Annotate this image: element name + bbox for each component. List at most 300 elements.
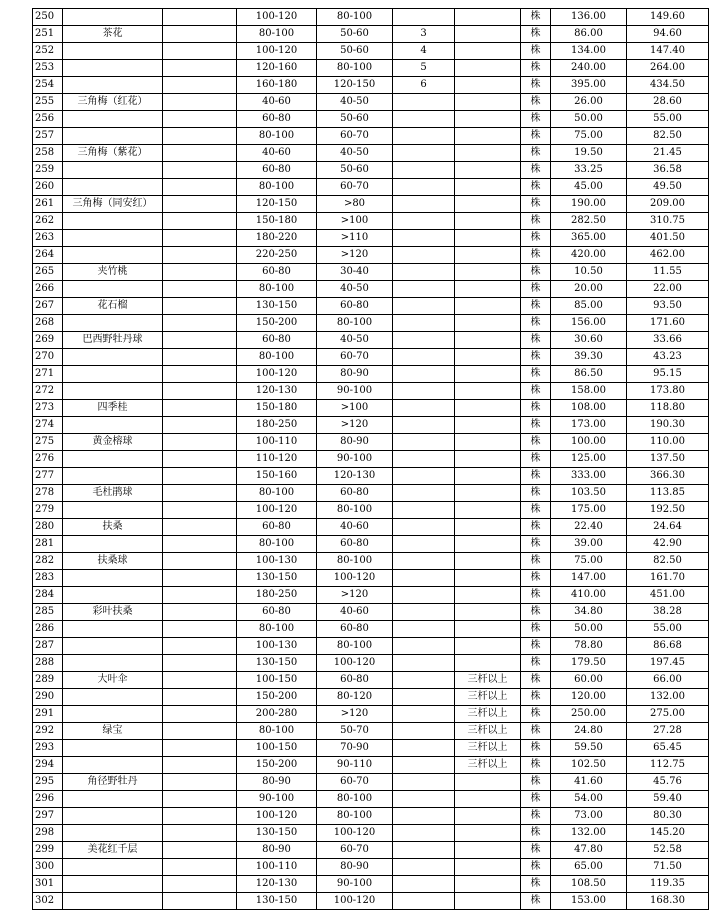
unit-cell: 株 [521,757,551,774]
crown-width-cell: 80-100 [317,502,393,519]
height-cell: 120-130 [237,876,317,893]
item-number-cell: 266 [33,281,63,298]
plant-name-cell [63,502,163,519]
item-number-cell: 287 [33,638,63,655]
crown-width-cell: 100-120 [317,655,393,672]
price-cell: 136.00 [551,9,627,26]
spec-extra-cell [393,893,455,910]
spec-cell [163,349,237,366]
height-cell: 80-100 [237,621,317,638]
price-with-tax-cell: 209.00 [627,196,709,213]
crown-width-cell: 80-100 [317,638,393,655]
unit-cell: 株 [521,94,551,111]
height-cell: 40-60 [237,94,317,111]
unit-cell: 株 [521,366,551,383]
price-with-tax-cell: 168.30 [627,893,709,910]
note-cell [455,774,521,791]
note-cell [455,332,521,349]
spec-extra-cell [393,383,455,400]
crown-width-cell: 60-80 [317,485,393,502]
spec-extra-cell [393,247,455,264]
note-cell [455,825,521,842]
height-cell: 180-250 [237,417,317,434]
plant-name-cell: 花石榴 [63,298,163,315]
note-cell [455,536,521,553]
item-number-cell: 269 [33,332,63,349]
price-cell: 173.00 [551,417,627,434]
plant-name-cell: 夹竹桃 [63,264,163,281]
unit-cell: 株 [521,774,551,791]
plant-name-cell: 巴西野牡丹球 [63,332,163,349]
crown-width-cell: 40-60 [317,519,393,536]
note-cell [455,417,521,434]
spec-extra-cell [393,94,455,111]
price-with-tax-cell: 190.30 [627,417,709,434]
note-cell [455,468,521,485]
note-cell: 三杆以上 [455,723,521,740]
item-number-cell: 299 [33,842,63,859]
item-number-cell: 281 [33,536,63,553]
height-cell: 80-100 [237,128,317,145]
plant-name-cell [63,689,163,706]
note-cell [455,60,521,77]
plant-name-cell [63,655,163,672]
spec-cell [163,60,237,77]
price-cell: 86.00 [551,26,627,43]
price-with-tax-cell: 119.35 [627,876,709,893]
crown-width-cell: 60-80 [317,298,393,315]
price-cell: 85.00 [551,298,627,315]
price-with-tax-cell: 59.40 [627,791,709,808]
unit-cell: 株 [521,842,551,859]
height-cell: 130-150 [237,298,317,315]
note-cell: 三杆以上 [455,689,521,706]
price-with-tax-cell: 173.80 [627,383,709,400]
price-cell: 39.30 [551,349,627,366]
crown-width-cell: 60-70 [317,349,393,366]
plant-name-cell [63,621,163,638]
price-with-tax-cell: 197.45 [627,655,709,672]
spec-cell [163,332,237,349]
plant-name-cell [63,893,163,910]
item-number-cell: 283 [33,570,63,587]
price-cell: 240.00 [551,60,627,77]
plant-name-cell [63,638,163,655]
table-row [33,536,709,553]
note-cell [455,281,521,298]
spec-extra-cell: 5 [393,60,455,77]
item-number-cell: 261 [33,196,63,213]
height-cell: 100-130 [237,553,317,570]
plant-name-cell [63,417,163,434]
spec-extra-cell [393,502,455,519]
item-number-cell: 263 [33,230,63,247]
table-row [33,689,709,706]
price-cell: 134.00 [551,43,627,60]
unit-cell: 株 [521,298,551,315]
price-with-tax-cell: 11.55 [627,264,709,281]
note-cell [455,434,521,451]
price-cell: 75.00 [551,553,627,570]
price-with-tax-cell: 451.00 [627,587,709,604]
spec-extra-cell [393,587,455,604]
price-with-tax-cell: 137.50 [627,451,709,468]
crown-width-cell: 120-130 [317,468,393,485]
unit-cell: 株 [521,26,551,43]
price-with-tax-cell: 462.00 [627,247,709,264]
item-number-cell: 292 [33,723,63,740]
crown-width-cell: 60-70 [317,179,393,196]
item-number-cell: 258 [33,145,63,162]
crown-width-cell: >120 [317,247,393,264]
spec-extra-cell [393,366,455,383]
height-cell: 100-120 [237,43,317,60]
table-row [33,145,709,162]
height-cell: 130-150 [237,655,317,672]
height-cell: 80-100 [237,723,317,740]
note-cell [455,230,521,247]
price-with-tax-cell: 55.00 [627,111,709,128]
note-cell: 三杆以上 [455,740,521,757]
crown-width-cell: 80-100 [317,315,393,332]
spec-extra-cell [393,774,455,791]
crown-width-cell: 90-100 [317,383,393,400]
plant-name-cell [63,706,163,723]
unit-cell: 株 [521,179,551,196]
table-row [33,740,709,757]
spec-cell [163,213,237,230]
price-cell: 59.50 [551,740,627,757]
crown-width-cell: >100 [317,213,393,230]
price-cell: 179.50 [551,655,627,672]
price-cell: 120.00 [551,689,627,706]
plant-name-cell [63,451,163,468]
price-cell: 156.00 [551,315,627,332]
spec-extra-cell [393,213,455,230]
item-number-cell: 273 [33,400,63,417]
price-with-tax-cell: 27.28 [627,723,709,740]
spec-cell [163,434,237,451]
table-row [33,264,709,281]
price-cell: 65.00 [551,859,627,876]
note-cell [455,162,521,179]
unit-cell: 株 [521,264,551,281]
plant-name-cell [63,587,163,604]
spec-extra-cell [393,757,455,774]
unit-cell: 株 [521,111,551,128]
item-number-cell: 250 [33,9,63,26]
crown-width-cell: 80-100 [317,791,393,808]
crown-width-cell: 50-60 [317,26,393,43]
item-number-cell: 276 [33,451,63,468]
unit-cell: 株 [521,383,551,400]
spec-cell [163,893,237,910]
spec-cell [163,281,237,298]
height-cell: 60-80 [237,264,317,281]
price-with-tax-cell: 434.50 [627,77,709,94]
spec-extra-cell [393,842,455,859]
crown-width-cell: 50-60 [317,162,393,179]
crown-width-cell: 100-120 [317,570,393,587]
price-cell: 147.00 [551,570,627,587]
table-row [33,60,709,77]
spec-extra-cell [393,417,455,434]
plant-name-cell: 三角梅（紫花） [63,145,163,162]
price-cell: 50.00 [551,621,627,638]
note-cell: 三杆以上 [455,706,521,723]
price-with-tax-cell: 192.50 [627,502,709,519]
price-cell: 75.00 [551,128,627,145]
spec-cell [163,859,237,876]
note-cell [455,621,521,638]
price-cell: 420.00 [551,247,627,264]
table-row [33,111,709,128]
item-number-cell: 264 [33,247,63,264]
item-number-cell: 294 [33,757,63,774]
table-row [33,213,709,230]
spec-extra-cell [393,740,455,757]
crown-width-cell: 60-80 [317,621,393,638]
table-row [33,587,709,604]
crown-width-cell: 40-60 [317,604,393,621]
note-cell [455,859,521,876]
price-cell: 365.00 [551,230,627,247]
spec-extra-cell [393,400,455,417]
crown-width-cell: 90-110 [317,757,393,774]
note-cell [455,9,521,26]
crown-width-cell: 80-100 [317,60,393,77]
price-cell: 78.80 [551,638,627,655]
item-number-cell: 262 [33,213,63,230]
table-row [33,196,709,213]
spec-extra-cell [393,791,455,808]
price-cell: 100.00 [551,434,627,451]
spec-cell [163,808,237,825]
height-cell: 40-60 [237,145,317,162]
unit-cell: 株 [521,485,551,502]
price-with-tax-cell: 36.58 [627,162,709,179]
height-cell: 110-120 [237,451,317,468]
note-cell [455,196,521,213]
height-cell: 60-80 [237,519,317,536]
height-cell: 150-180 [237,400,317,417]
table-body [33,9,709,910]
spec-extra-cell: 6 [393,77,455,94]
price-with-tax-cell: 55.00 [627,621,709,638]
item-number-cell: 254 [33,77,63,94]
height-cell: 80-100 [237,179,317,196]
unit-cell: 株 [521,502,551,519]
spec-cell [163,485,237,502]
note-cell [455,383,521,400]
crown-width-cell: 40-50 [317,145,393,162]
crown-width-cell: 40-50 [317,94,393,111]
unit-cell: 株 [521,43,551,60]
item-number-cell: 296 [33,791,63,808]
unit-cell: 株 [521,808,551,825]
height-cell: 60-80 [237,111,317,128]
height-cell: 60-80 [237,604,317,621]
spec-cell [163,451,237,468]
price-cell: 34.80 [551,604,627,621]
unit-cell: 株 [521,77,551,94]
price-with-tax-cell: 110.00 [627,434,709,451]
crown-width-cell: 120-150 [317,77,393,94]
height-cell: 80-90 [237,842,317,859]
height-cell: 150-160 [237,468,317,485]
spec-extra-cell [393,349,455,366]
table-row [33,621,709,638]
height-cell: 130-150 [237,825,317,842]
note-cell [455,128,521,145]
plant-name-cell: 彩叶扶桑 [63,604,163,621]
price-with-tax-cell: 171.60 [627,315,709,332]
price-with-tax-cell: 86.68 [627,638,709,655]
price-with-tax-cell: 21.45 [627,145,709,162]
item-number-cell: 275 [33,434,63,451]
price-cell: 60.00 [551,672,627,689]
note-cell [455,26,521,43]
price-cell: 22.40 [551,519,627,536]
table-row [33,162,709,179]
price-with-tax-cell: 33.66 [627,332,709,349]
spec-extra-cell [393,332,455,349]
table-row [33,519,709,536]
height-cell: 130-150 [237,893,317,910]
height-cell: 100-120 [237,9,317,26]
spec-cell [163,43,237,60]
price-with-tax-cell: 71.50 [627,859,709,876]
note-cell [455,604,521,621]
price-cell: 125.00 [551,451,627,468]
price-with-tax-cell: 149.60 [627,9,709,26]
spec-cell [163,179,237,196]
unit-cell: 株 [521,825,551,842]
unit-cell: 株 [521,434,551,451]
spec-cell [163,638,237,655]
height-cell: 120-130 [237,383,317,400]
crown-width-cell: 80-100 [317,9,393,26]
price-cell: 282.50 [551,213,627,230]
plant-name-cell [63,128,163,145]
price-with-tax-cell: 366.30 [627,468,709,485]
spec-extra-cell [393,604,455,621]
price-cell: 54.00 [551,791,627,808]
height-cell: 150-200 [237,315,317,332]
height-cell: 200-280 [237,706,317,723]
unit-cell: 株 [521,723,551,740]
spec-cell [163,825,237,842]
spec-cell [163,621,237,638]
note-cell [455,876,521,893]
table-row [33,791,709,808]
spec-cell [163,757,237,774]
item-number-cell: 274 [33,417,63,434]
crown-width-cell: >120 [317,417,393,434]
item-number-cell: 286 [33,621,63,638]
height-cell: 80-100 [237,536,317,553]
height-cell: 130-150 [237,570,317,587]
crown-width-cell: 80-120 [317,689,393,706]
price-with-tax-cell: 264.00 [627,60,709,77]
crown-width-cell: 90-100 [317,876,393,893]
price-with-tax-cell: 275.00 [627,706,709,723]
unit-cell: 株 [521,791,551,808]
item-number-cell: 298 [33,825,63,842]
note-cell [455,298,521,315]
table-row [33,485,709,502]
plant-name-cell: 扶桑球 [63,553,163,570]
item-number-cell: 255 [33,94,63,111]
height-cell: 80-100 [237,26,317,43]
note-cell [455,570,521,587]
item-number-cell: 282 [33,553,63,570]
plant-name-cell [63,383,163,400]
price-with-tax-cell: 93.50 [627,298,709,315]
price-cell: 26.00 [551,94,627,111]
price-cell: 50.00 [551,111,627,128]
spec-extra-cell [393,128,455,145]
table-row [33,43,709,60]
spec-extra-cell [393,672,455,689]
spec-cell [163,536,237,553]
unit-cell: 株 [521,689,551,706]
unit-cell: 株 [521,604,551,621]
crown-width-cell: >120 [317,706,393,723]
spec-cell [163,604,237,621]
unit-cell: 株 [521,400,551,417]
spec-extra-cell [393,298,455,315]
height-cell: 100-120 [237,808,317,825]
spec-extra-cell [393,808,455,825]
crown-width-cell: 40-50 [317,332,393,349]
unit-cell: 株 [521,196,551,213]
unit-cell: 株 [521,893,551,910]
price-with-tax-cell: 22.00 [627,281,709,298]
spec-cell [163,77,237,94]
item-number-cell: 268 [33,315,63,332]
crown-width-cell: 60-70 [317,128,393,145]
spec-cell [163,774,237,791]
table-row [33,570,709,587]
height-cell: 100-150 [237,672,317,689]
table-row [33,451,709,468]
price-cell: 132.00 [551,825,627,842]
item-number-cell: 253 [33,60,63,77]
spec-cell [163,655,237,672]
price-with-tax-cell: 45.76 [627,774,709,791]
height-cell: 100-110 [237,859,317,876]
plant-name-cell [63,570,163,587]
table-row [33,383,709,400]
spec-cell [163,842,237,859]
note-cell [455,145,521,162]
height-cell: 100-130 [237,638,317,655]
item-number-cell: 272 [33,383,63,400]
plant-name-cell: 绿宝 [63,723,163,740]
item-number-cell: 267 [33,298,63,315]
price-cell: 103.50 [551,485,627,502]
note-cell [455,655,521,672]
height-cell: 100-150 [237,740,317,757]
unit-cell: 株 [521,162,551,179]
crown-width-cell: >110 [317,230,393,247]
price-with-tax-cell: 80.30 [627,808,709,825]
table-row [33,128,709,145]
unit-cell: 株 [521,417,551,434]
unit-cell: 株 [521,60,551,77]
item-number-cell: 297 [33,808,63,825]
